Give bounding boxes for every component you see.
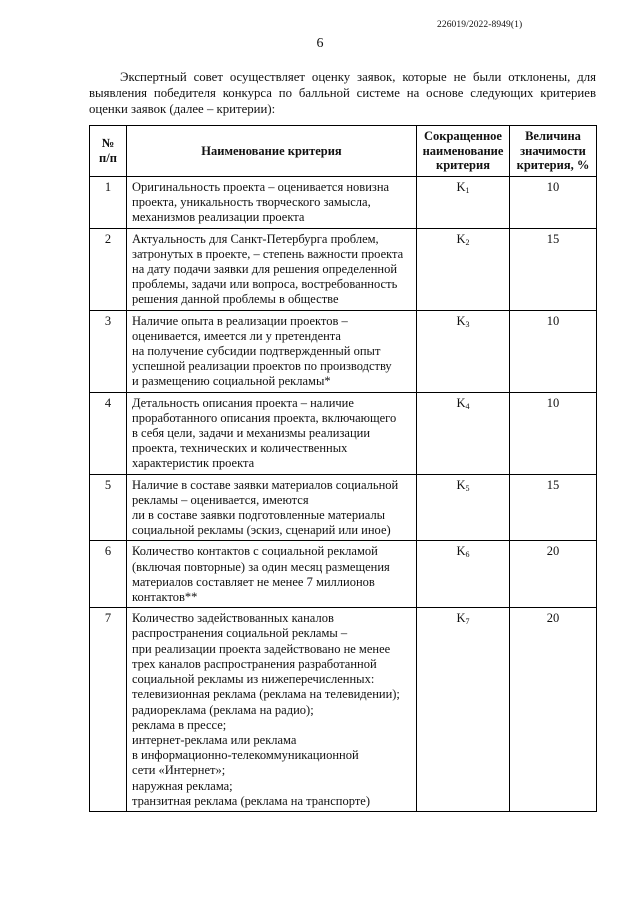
criterion-description-line: транзитная реклама (реклама на транспорте) — [132, 793, 370, 808]
criterion-description-line: Оригинальность проекта – оценивается новизна — [132, 180, 390, 194]
criterion-description-line: оценивается, имеется ли у претендента — [132, 328, 341, 343]
criterion-description-line: материалов составляет не менее 7 миллионов — [132, 574, 375, 589]
abbreviation-letter: K — [456, 313, 466, 328]
criterion-description-line: сети «Интернет»; — [132, 763, 226, 778]
criterion-description — [127, 228, 417, 310]
abbreviation-index: 6 — [465, 550, 470, 560]
table-row — [90, 392, 597, 474]
header-weight — [510, 126, 597, 177]
intro-paragraph: Экспертный совет осуществляет оценку заявок, которые не были отклонены, для выявления победителя конкурса по балльной системе на основе следующих критериев оценки заявок (далее – критерии): — [89, 70, 596, 116]
table-row — [90, 177, 597, 229]
criterion-description-line: механизмов реализации проекта — [132, 210, 305, 225]
criterion-description — [127, 541, 417, 608]
criterion-description-line: Количество контактов с социальной рекламой — [132, 544, 378, 559]
abbreviation-letter: K — [456, 395, 466, 410]
abbreviation-letter: K — [456, 231, 466, 246]
row-number: 7 — [90, 608, 127, 812]
table-row — [90, 608, 597, 812]
criterion-description-line: проработанного описания проекта, включающего — [132, 410, 397, 425]
abbreviation-index: 1 — [465, 186, 470, 195]
abbreviation-index: 4 — [465, 401, 470, 411]
criterion-description-line: Детальность описания проекта – наличие — [132, 395, 354, 410]
header-number — [90, 126, 127, 177]
criterion-abbreviation — [417, 392, 510, 474]
criterion-description — [127, 177, 417, 229]
criterion-weight: 10 — [510, 310, 597, 392]
criterion-weight: 15 — [510, 228, 597, 310]
criterion-description-line: распространения социальной рекламы – — [132, 626, 348, 641]
criterion-description-line: контактов** — [132, 590, 198, 605]
abbreviation-index: 7 — [465, 617, 470, 627]
criterion-description-line: социальной рекламы из нижеперечисленных: — [132, 672, 375, 687]
header-weight-line-3: критерия, % — [516, 158, 590, 173]
criterion-description-line: при реализации проекта задействовано не менее — [132, 641, 391, 656]
abbreviation-letter: K — [456, 544, 466, 559]
header-criterion-name: Наименование критерия — [127, 126, 417, 177]
abbreviation-letter: K — [456, 611, 466, 626]
criterion-description-line: Актуальность для Санкт-Петербурга проблем, — [132, 231, 379, 246]
criterion-abbreviation — [417, 177, 510, 229]
criterion-abbreviation — [417, 541, 510, 608]
criterion-description-line: наружная реклама; — [132, 778, 233, 793]
criterion-description-line: интернет-реклама или реклама — [132, 732, 297, 747]
criterion-abbreviation — [417, 474, 510, 541]
criterion-weight: 10 — [510, 177, 597, 229]
row-number: 4 — [90, 392, 127, 474]
criterion-description-line: телевизионная реклама (реклама на телевидении); — [132, 687, 400, 702]
criterion-abbreviation — [417, 608, 510, 812]
abbreviation-index: 2 — [465, 237, 470, 247]
criteria-table — [89, 125, 597, 812]
row-number: 5 — [90, 474, 127, 541]
criterion-description-line: проекта, технических и количественных — [132, 441, 348, 456]
criterion-description-line: реклама в прессе; — [132, 717, 227, 732]
criterion-description-line: и размещению социальной рекламы* — [132, 374, 331, 389]
criterion-description-line: в себя цели, задачи и механизмы реализации — [132, 426, 371, 441]
criterion-description-line: ли в составе заявки подготовленные материалы — [132, 508, 386, 523]
criterion-description — [127, 474, 417, 541]
criterion-description — [127, 310, 417, 392]
header-abbr-line-1: Сокращенное — [424, 129, 502, 144]
header-weight-line-1: Величина — [525, 129, 581, 144]
criterion-description — [127, 392, 417, 474]
criterion-description-line: рекламы – оценивается, имеются — [132, 492, 309, 507]
row-number: 6 — [90, 541, 127, 608]
criterion-description-line: в информационно-телекоммуникационной — [132, 748, 359, 763]
header-abbr-line-3: критерия — [436, 158, 490, 173]
criterion-description-line: затронутых в проекте, – степень важности проекта — [132, 246, 404, 261]
table-header-row — [90, 126, 597, 177]
criterion-description — [127, 608, 417, 812]
row-number: 1 — [90, 177, 127, 229]
header-abbreviation — [417, 126, 510, 177]
header-number-line-2: п/п — [99, 151, 117, 165]
criterion-description-line: решения данной проблемы в обществе — [132, 292, 339, 307]
criterion-weight: 15 — [510, 474, 597, 541]
criterion-description-line: на дату подачи заявки для решения определенной — [132, 262, 398, 277]
criterion-description-line: Наличие в составе заявки материалов социальной — [132, 477, 399, 492]
criterion-weight: 20 — [510, 541, 597, 608]
criterion-description-line: на получение субсидии подтвержденный опыт — [132, 344, 381, 359]
row-number: 3 — [90, 310, 127, 392]
criterion-description-line: радиореклама (реклама на радио); — [132, 702, 314, 717]
criterion-description-line: Наличие опыта в реализации проектов – — [132, 313, 348, 328]
criterion-description-line: трех каналов распространения разработанной — [132, 656, 377, 671]
table-row — [90, 541, 597, 608]
criterion-description-line: характеристик проекта — [132, 456, 255, 471]
criterion-description-line: проекта, уникальность творческого замысла, — [132, 195, 371, 210]
criterion-description-line: Количество задействованных каналов — [132, 611, 334, 626]
table-row — [90, 310, 597, 392]
header-weight-line-2: значимости — [520, 143, 586, 158]
abbreviation-index: 3 — [465, 319, 470, 329]
header-abbr-line-2: наименование — [422, 143, 504, 158]
criterion-description-line: социальной рекламы (эскиз, сценарий или иное) — [132, 523, 391, 538]
criterion-description-line: (включая повторные) за один месяц размещения — [132, 559, 390, 574]
table-row — [90, 228, 597, 310]
page-number: 6 — [316, 36, 324, 51]
row-number: 2 — [90, 228, 127, 310]
abbreviation-letter: K — [456, 180, 466, 194]
abbreviation-letter: K — [456, 477, 466, 492]
document-registration-number: 226019/2022-8949(1) — [437, 20, 523, 30]
criterion-abbreviation — [417, 310, 510, 392]
criterion-weight: 20 — [510, 608, 597, 812]
criterion-description-line: успешной реализации проектов по производству — [132, 359, 392, 374]
table-row — [90, 474, 597, 541]
header-number-line-1: № — [101, 136, 115, 151]
criterion-weight: 10 — [510, 392, 597, 474]
criterion-description-line: проблемы, задачи или вопроса, востребованность — [132, 277, 398, 292]
criterion-abbreviation — [417, 228, 510, 310]
abbreviation-index: 5 — [465, 483, 470, 493]
